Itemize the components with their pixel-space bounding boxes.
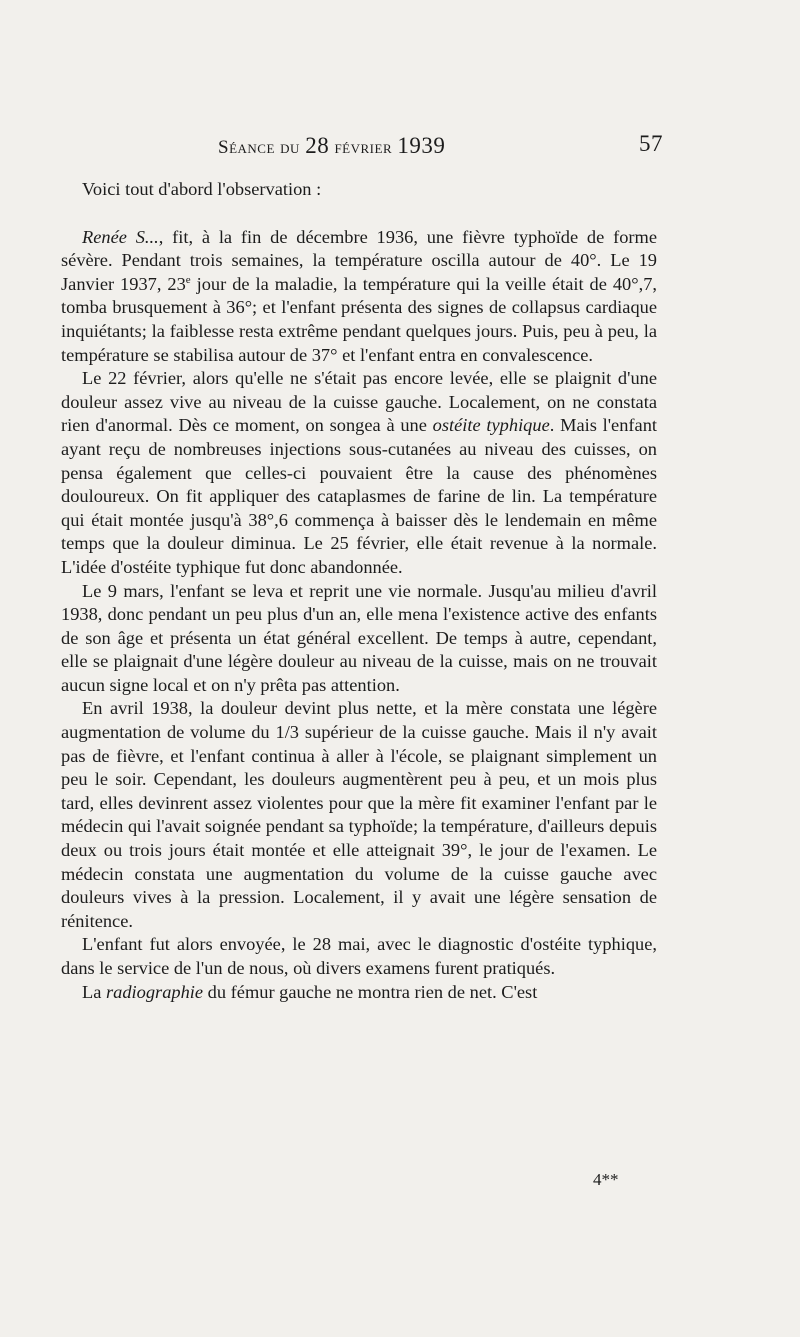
italic-term: radiographie — [106, 981, 204, 1002]
running-title: Séance du 28 février 1939 — [218, 133, 446, 158]
body-text — [61, 178, 657, 1004]
patient-name: Renée S... — [82, 226, 159, 247]
page-number: 57 — [639, 131, 663, 156]
italic-term: ostéite typhique — [432, 415, 550, 436]
paragraph-6: La radiographie du fémur gauche ne montra rien de net. C'est — [82, 981, 538, 1002]
paragraph-4: En avril 1938, la douleur devint plus nette, et la mère constata une légère augmentation de volume du 1/3 supérieur de la cuisse gauche. Mais il n'y avait pas de fièvre, et l'enfant continua à aller à l'école, se plaignant simplement un peu le soir. Cependant, les douleurs augmentèrent peu à peu, et un mois plus tard, elles devinrent assez violentes pour que la mère fit examiner l'enfant par le médecin qui l'avait soignée pendant sa typhoïde; la température, d'ailleurs depuis deux ou trois jours était montée et elle atteignait 39°, le jour de l'examen. Le médecin constata une augmentation du volume de la cuisse gauche avec douleurs vives à la pression. Localement, il y avait une légère sensation de rénitence. — [61, 698, 657, 931]
paragraph-3: Le 9 mars, l'enfant se leva et reprit une vie normale. Jusqu'au milieu d'avril 1938, donc pendant un peu plus d'un an, elle mena l'existence active des enfants de son âge et présenta un état général excellent. De temps à autre, cependant, elle se plaignait d'une légère douleur au niveau de la cuisse, mais on ne trouvait aucun signe local et on n'y prêta pas attention. — [61, 580, 657, 695]
paragraph-5: L'enfant fut alors envoyée, le 28 mai, avec le diagnostic d'ostéite typhique, dans le service de l'un de nous, où divers examens furent pratiqués. — [61, 934, 657, 978]
paragraph-1: Renée S..., fit, à la fin de décembre 1936, une fièvre typhoïde de forme sévère. Pendant trois semaines, la température oscilla autour de 40°. Le 19 Janvier 1937, 23e jour de la maladie, la température qui la veille était de 40°,7, tomba brusquement à 36°; et l'enfant présenta des signes de collapsus cardiaque inquiétants; la faiblesse resta extrême pendant quelques jours. Puis, peu à peu, la température se stabilisa autour de 37° et l'enfant entra en convalescence. — [61, 226, 657, 365]
signature-mark: 4** — [593, 1170, 619, 1189]
page-header — [60, 131, 663, 167]
intro-paragraph: Voici tout d'abord l'observation : — [82, 179, 322, 199]
paragraph-2: Le 22 février, alors qu'elle ne s'était pas encore levée, elle se plaignit d'une douleur assez vive au niveau de la cuisse gauche. Localement, on ne constata rien d'anormal. Dès ce moment, on songea à une ostéite typhique. Mais l'enfant ayant reçu de nombreuses injections sous-cutanées au niveau des cuisses, on pensa également que celles-ci pouvaient être la cause des phénomènes douloureux. On fit appliquer des cataplasmes de farine de lin. La température qui était montée jusqu'à 38°,6 commença à baisser dès le lendemain en même temps que la douleur diminua. Le 25 février, elle était revenue à la normale. L'idée d'ostéite typhique fut donc abandonnée. — [61, 368, 657, 577]
